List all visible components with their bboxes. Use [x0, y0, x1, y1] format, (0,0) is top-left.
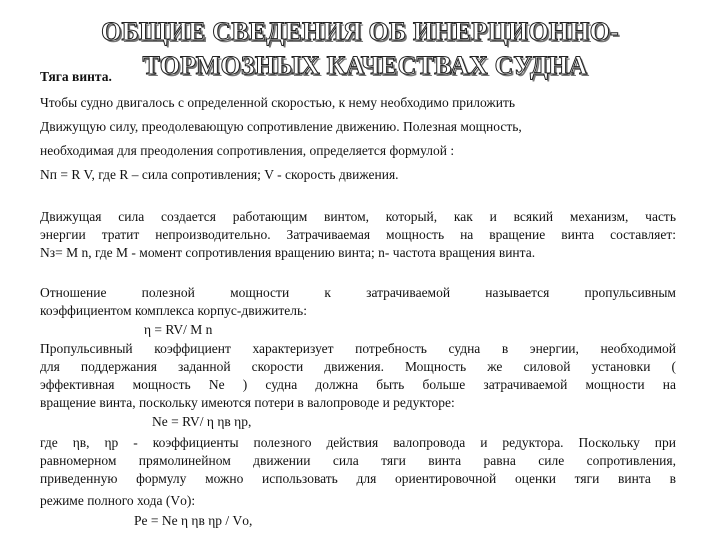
word: называется [485, 285, 550, 300]
para2-line: Движущая сила создается работающим винтом, который, как и всякий механизм, часть [40, 209, 676, 224]
para3-body-line: приведенную формулу можно использовать для ориентировочной оценки тяги винта в [40, 471, 676, 486]
word: мощности [230, 285, 290, 300]
para3-body-line: эффективная мощность Ne ) судна должна быть больше затрачиваемой мощности на [40, 377, 676, 392]
formula-propeller-thrust: Pe = Ne η ηв ηр / Vо, [134, 513, 253, 528]
para3-body-line: равномерном прямолинейном движении сила тяги винта равна силе сопротивления, [40, 453, 676, 468]
section-heading: Тяга винта. [40, 69, 112, 84]
para1-formula-line: Nп = R V, где R – сила сопротивления; V - скорость движения. [40, 167, 399, 182]
slide-title-line-1: ОБЩИЕ СВЕДЕНИЯ ОБ ИНЕРЦИОННО- [101, 17, 619, 46]
slide-title-line-2: ТОРМОЗНЫХ КАЧЕСТВАХ СУДНА [142, 51, 588, 80]
para3-body-line: вращение винта, поскольку имеются потери в валопроводе и редукторе: [40, 395, 455, 410]
para1-line: Движущую силу, преодолевающую сопротивление движению. Полезная мощность, [40, 119, 522, 134]
para3-line-2: коэффициентом комплекса корпус-движитель: [40, 303, 307, 318]
word: полезной [141, 285, 195, 300]
word: затрачиваемой [366, 285, 451, 300]
para2-line: энергии тратит непроизводительно. Затрачиваемая мощность на вращение винта составляет: [40, 227, 676, 242]
para2-formula-line: Nз= M n, где M - момент сопротивления вращению винта; n- частота вращения винта. [40, 245, 536, 260]
word: пропульсивным [584, 285, 676, 300]
para3-body-line: где ηв, ηр - коэффициенты полезного действия валопровода и редуктора. Поскольку при [40, 435, 676, 450]
para1-line: Чтобы судно двигалось с определенной скоростью, к нему необходимо приложить [40, 95, 516, 110]
word: Отношение [40, 285, 107, 300]
para1-line: необходимая для преодоления сопротивления, определяется формулой : [40, 143, 455, 158]
word: к [324, 285, 331, 300]
formula-effective-power: Ne = RV/ η ηв ηр, [152, 414, 252, 429]
para3-body-line: режиме полного хода (Vо): [40, 493, 196, 508]
para3-body-line: для поддержания заданной скорости движения. Мощность же силовой установки ( [40, 359, 676, 374]
para3-line-1 [40, 284, 676, 302]
para3-body-line: Пропульсивный коэффициент характеризует потребность судна в энергии, необходимой [40, 341, 676, 356]
formula-propulsive-coefficient: η = RV/ M n [144, 322, 213, 337]
